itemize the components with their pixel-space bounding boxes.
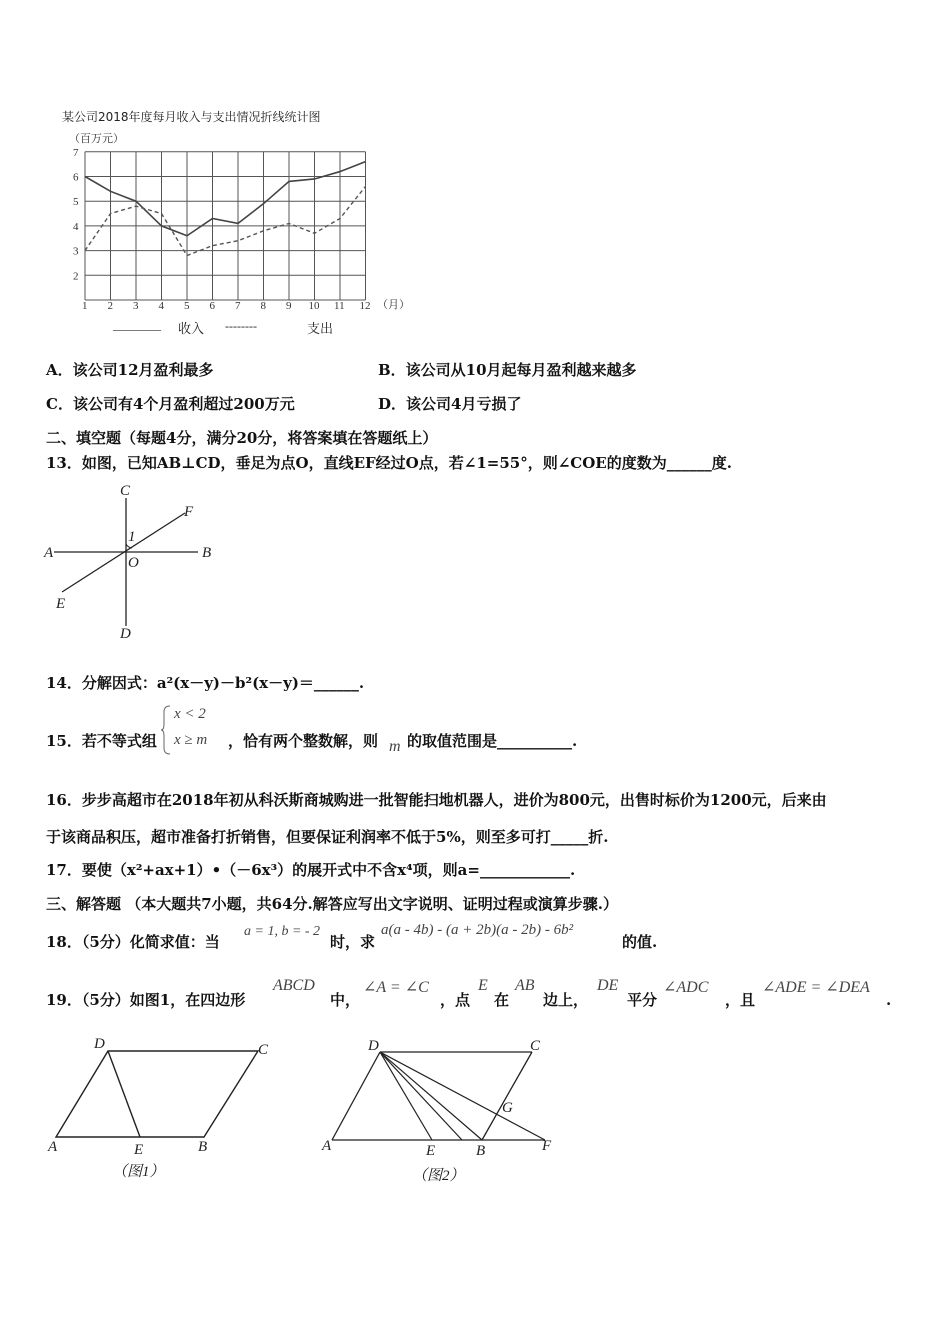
figure-2 xyxy=(320,1035,570,1190)
fig13-label-e: E xyxy=(56,596,66,612)
fig2-label-g: G xyxy=(502,1100,513,1116)
y-tick-label: 3 xyxy=(73,245,79,258)
y-tick-label: 7 xyxy=(73,146,79,159)
option-c: C．该公司有4个月盈利超过200万元 xyxy=(46,395,295,413)
fig2-label-f: F xyxy=(542,1138,552,1154)
question-17: 17．要使（x²+ax+1）•（－6x³）的展开式中不含x⁴项，则a=____________. xyxy=(46,861,576,879)
option-d: D．该公司4月亏损了 xyxy=(378,395,522,413)
q19-math-ab: AB xyxy=(515,977,535,994)
fig2-label-e: E xyxy=(426,1143,436,1159)
question-19-text-8: . xyxy=(886,991,892,1009)
option-a: A．该公司12月盈利最多 xyxy=(46,361,214,379)
fig13-label-o: O xyxy=(128,555,139,571)
fig1-label-d: D xyxy=(94,1036,105,1052)
chart-grid xyxy=(85,152,366,300)
question-15-middle: ，恰有两个整数解，则 xyxy=(228,732,379,750)
q19-math-abcd: ABCD xyxy=(273,977,315,994)
q18-expression: a(a - 4b) - (a + 2b)(a - 2b) - 6b² xyxy=(381,922,574,938)
brace-icon xyxy=(160,704,172,756)
fig13-label-1: 1 xyxy=(128,529,136,545)
question-19-text-7: ，且 xyxy=(725,991,756,1009)
y-ticks xyxy=(73,147,79,282)
chart-title: 某公司2018年度每月收入与支出情况折线统计图 xyxy=(62,110,321,124)
question-19-text-1: 19．（5分）如图1，在四边形 xyxy=(46,991,246,1009)
x-tick-label: 6 xyxy=(209,300,215,312)
legend-income-label: 收入 xyxy=(178,321,205,336)
x-tick-label: 2 xyxy=(107,300,113,312)
q19-math-angle-ade-dea: ∠ADE = ∠DEA xyxy=(762,979,870,996)
fig1-label-b: B xyxy=(198,1139,208,1155)
question-13: 13．如图，已知AB⊥CD，垂足为点O，直线EF经过O点，若∠1=55°，则∠COE的度数为______度. xyxy=(46,454,732,472)
section-2-heading: 二、填空题（每题4分，满分20分，将答案填在答题纸上） xyxy=(46,429,438,447)
question-19-text-5: 边上， xyxy=(543,991,589,1009)
q15-variable: m xyxy=(389,738,401,755)
question-14: 14．分解因式：a²(x－y)－b²(x－y)＝______. xyxy=(46,674,365,692)
question-19-text-4: 在 xyxy=(494,991,510,1009)
figure-13 xyxy=(40,478,230,648)
q19-math-angle-adc: ∠ADC xyxy=(663,979,709,996)
fig13-label-d: D xyxy=(120,626,131,642)
fig1-label-c: C xyxy=(258,1042,269,1058)
question-16-line-1: 16．步步高超市在2018年初从科沃斯商城购进一批智能扫地机器人，进价为800元，出售时标价为1200元，后来由 xyxy=(46,791,827,809)
fig1-caption: （图1） xyxy=(112,1164,165,1180)
fig13-label-a: A xyxy=(44,545,54,561)
x-tick-label: 1 xyxy=(82,300,88,312)
legend-expense-label: 支出 xyxy=(307,321,334,336)
legend-dashed-line: -------- xyxy=(225,319,257,333)
x-tick-label: 8 xyxy=(260,300,266,312)
question-18-mid: 时，求 xyxy=(330,933,376,951)
q19-math-angle-eq: ∠A = ∠C xyxy=(363,979,429,996)
y-tick-label: 2 xyxy=(73,270,79,283)
figure-1 xyxy=(40,1030,280,1185)
y-tick-label: 6 xyxy=(73,171,79,184)
fig2-label-b: B xyxy=(476,1143,486,1159)
q19-math-e: E xyxy=(478,977,488,994)
fig13-label-f: F xyxy=(184,504,194,520)
x-tick-label: 5 xyxy=(184,300,190,312)
question-18-suffix: 的值. xyxy=(622,933,658,951)
fig2-caption: （图2） xyxy=(412,1168,465,1184)
question-18-prefix: 18．（5分）化简求值：当 xyxy=(46,933,220,951)
q15-inequality-1: x < 2 xyxy=(174,706,206,722)
x-tick-label: 4 xyxy=(158,300,164,312)
y-axis-label: （百万元） xyxy=(69,133,124,145)
x-tick-label: 10 xyxy=(308,300,320,312)
x-tick-label: 3 xyxy=(133,300,139,312)
line-chart xyxy=(55,128,425,343)
fig2-label-c: C xyxy=(530,1038,541,1054)
legend-solid-line: ———— xyxy=(113,322,161,336)
option-b: B．该公司从10月起每月盈利越来越多 xyxy=(378,361,637,379)
section-3-heading: 三、解答题 （本大题共7小题，共64分.解答应写出文字说明、证明过程或演算步骤.） xyxy=(46,895,618,913)
fig13-label-b: B xyxy=(202,545,212,561)
question-16-line-2: 于该商品积压，超市准备打折销售，但要保证利润率不低于5%，则至多可打_____折. xyxy=(46,828,609,846)
question-19-text-6: 平分 xyxy=(627,991,658,1009)
series-line-income xyxy=(85,162,366,236)
question-15-prefix: 15．若不等式组 xyxy=(46,732,157,750)
fig2-label-a: A xyxy=(322,1138,332,1154)
fig1-label-a: A xyxy=(48,1139,58,1155)
q18-condition: a = 1, b = - 2 xyxy=(244,924,321,939)
fig2-label-d: D xyxy=(368,1038,379,1054)
question-15-suffix: 的取值范围是__________. xyxy=(407,732,578,750)
fig1-label-e: E xyxy=(134,1142,144,1158)
q15-inequality-2: x ≥ m xyxy=(174,732,208,748)
x-ticks xyxy=(82,300,371,312)
x-axis-label: （月） xyxy=(377,299,410,311)
x-tick-label: 11 xyxy=(334,300,345,312)
question-19-text-3: ，点 xyxy=(440,991,471,1009)
x-tick-label: 9 xyxy=(286,300,292,312)
fig13-label-c: C xyxy=(120,483,131,499)
x-tick-label: 7 xyxy=(235,300,241,312)
q19-math-de: DE xyxy=(597,977,619,994)
question-19-text-2: 中， xyxy=(330,991,361,1009)
y-tick-label: 5 xyxy=(73,196,79,209)
x-tick-label: 12 xyxy=(359,300,371,312)
y-tick-label: 4 xyxy=(73,220,79,233)
